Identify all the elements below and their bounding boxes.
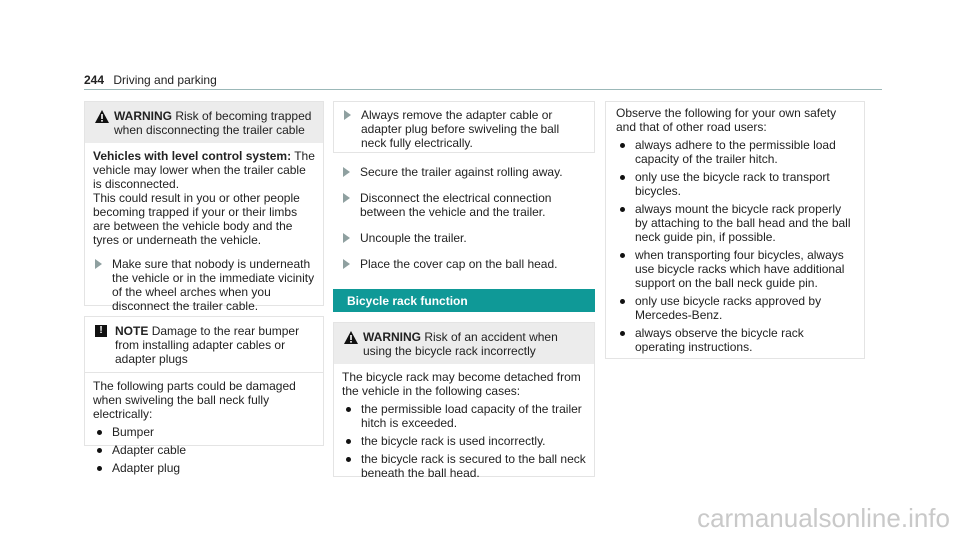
bullet-icon <box>346 439 351 444</box>
warning-label: WARNING <box>114 109 172 123</box>
section-title: Bicycle rack function <box>333 289 595 312</box>
page-title: Driving and parking <box>113 73 217 87</box>
column-3-box <box>605 101 865 359</box>
list-item: only use bicycle racks approved by Mercedes-Benz. <box>616 294 854 322</box>
step-arrow-icon <box>343 193 350 203</box>
level-text: The vehicle may lower when the trailer cable is disconnected. <box>93 149 315 191</box>
note-body: The following parts could be damaged when swiveling the ball neck fully electrically: <box>93 379 296 421</box>
bullet-icon <box>346 407 351 412</box>
list-item: Adapter cable <box>93 443 315 457</box>
bullet-icon <box>620 253 625 258</box>
warning-box-bicycle <box>333 322 595 480</box>
warning-list <box>342 402 586 480</box>
note-icon: ! <box>95 325 107 337</box>
bullet-icon <box>346 457 351 462</box>
step-arrow-icon <box>344 110 351 120</box>
list-item: always adhere to the permissible load capacity of the trailer hitch. <box>616 138 854 166</box>
list-item: the permissible load capacity of the trailer hitch is exceeded. <box>342 402 586 430</box>
list-item: the bicycle rack is secured to the ball neck beneath the ball head. <box>342 452 586 480</box>
list-item: always mount the bicycle rack properly by attaching to the ball head and the ball neck guide pin, if possible. <box>616 202 854 244</box>
note-label: NOTE <box>115 324 149 338</box>
warning-body: The bicycle rack may become detached from the vehicle in the following cases: <box>342 370 581 398</box>
page-header <box>84 73 882 90</box>
bullet-icon <box>620 207 625 212</box>
warning-box-trapped <box>84 101 324 313</box>
warning-triangle-icon <box>344 331 358 344</box>
note-list <box>93 425 315 475</box>
step-top-text: Always remove the adapter cable or adapter plug before swiveling the ball neck fully electrically. <box>361 108 560 150</box>
warning-header <box>85 102 323 143</box>
level-heading: Vehicles with level control system: <box>93 149 292 163</box>
warning-text: Risk of an accident when using the bicycle rack incorrectly <box>363 330 558 358</box>
level-text-2: This could result in you or other people becoming trapped if your or their limbs are between the vehicle body and the tyres or underneath the vehicle. <box>93 191 300 247</box>
bullet-icon <box>97 466 102 471</box>
list-item: Bumper <box>93 425 315 439</box>
list-item: Adapter plug <box>93 461 315 475</box>
note-text: Damage to the rear bumper from installing adapter cables or adapter plugs <box>115 324 300 366</box>
warning-text: Risk of becoming trapped when disconnecting the trailer cable <box>114 109 312 137</box>
steps-list: Secure the trailer against rolling away. Disconnect the electrical connection between the vehicle and the trailer. Uncouple the trailer. Place the cover cap on the ball head. <box>333 165 595 271</box>
note-header <box>85 317 323 373</box>
safety-intro: Observe the following for your own safety and that of other road users: <box>616 106 837 134</box>
watermark: carmanualsonline.info <box>697 503 950 533</box>
step-arrow-icon <box>95 259 102 269</box>
bullet-icon <box>620 331 625 336</box>
warning-label: WARNING <box>363 330 421 344</box>
bullet-icon <box>620 299 625 304</box>
warning-triangle-icon <box>95 110 109 123</box>
bullet-icon <box>620 175 625 180</box>
safety-list <box>616 138 854 354</box>
bullet-icon <box>97 430 102 435</box>
step-text: Make sure that nobody is underneath the vehicle or in the immediate vicinity of the wheel arches when you disconnect the trailer cable. <box>112 257 315 313</box>
warning-header <box>334 323 594 364</box>
list-item: when transporting four bicycles, always use bicycle racks which have additional support on the ball neck guide pin. <box>616 248 854 290</box>
column-1 <box>84 101 324 475</box>
step-arrow-icon <box>343 259 350 269</box>
list-item: the bicycle rack is used incorrectly. <box>342 434 586 448</box>
column-2 <box>333 101 595 480</box>
bullet-icon <box>97 448 102 453</box>
page-number: 244 <box>84 73 105 87</box>
list-item: only use the bicycle rack to transport bicycles. <box>616 170 854 198</box>
list-item: always observe the bicycle rack operating instructions. <box>616 326 854 354</box>
bullet-icon <box>620 143 625 148</box>
note-box-bumper <box>84 316 324 475</box>
step-arrow-icon <box>343 233 350 243</box>
step-item <box>93 257 315 313</box>
step-arrow-icon <box>343 167 350 177</box>
step-box <box>333 101 595 153</box>
